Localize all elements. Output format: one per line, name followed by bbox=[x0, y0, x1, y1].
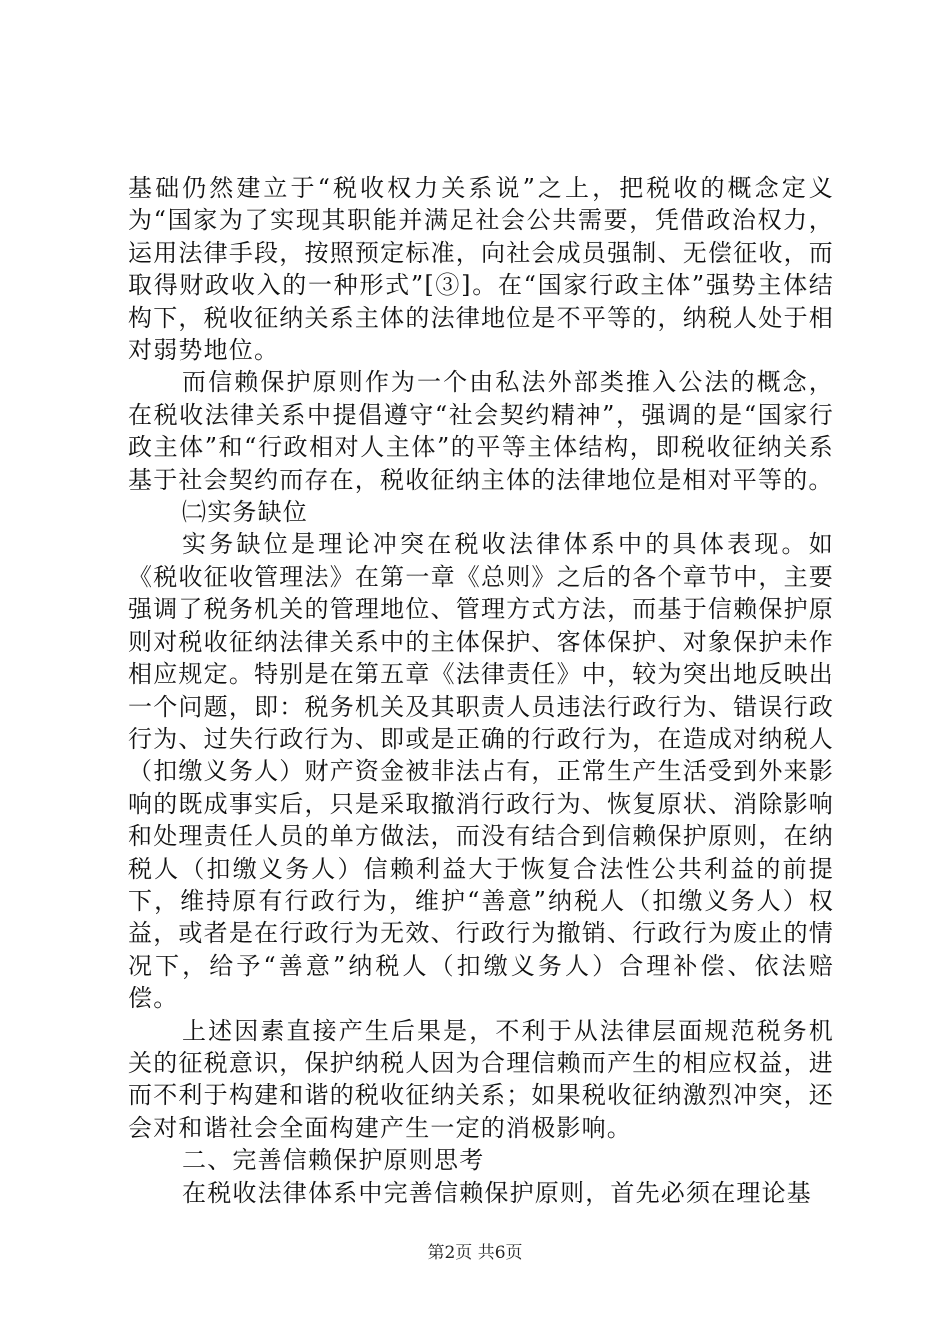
paragraph-consequences: 上述因素直接产生后果是，不利于从法律层面规范税务机关的征税意识，保护纳税人因为合理信赖而产生的相应权益，进而不利于构建和谐的税收征纳关系；如果税收征纳激烈冲突，还会对和谐社会全面构建产生一定的消极影响。 bbox=[128, 1016, 834, 1142]
paragraph-trust-protection: 而信赖保护原则作为一个由私法外部类推入公法的概念，在税收法律关系中提倡遵守“社会契约精神”，强调的是“国家行政主体”和“行政相对人主体”的平等主体结构，即税收征纳关系基于社会契约而存在，税收征纳主体的法律地位是相对平等的。 bbox=[128, 368, 834, 494]
section-heading-practice-gap: ㈡实务缺位 bbox=[182, 498, 308, 527]
page-number-footer: 第2页 共6页 bbox=[427, 1243, 523, 1263]
paragraph-practice-gap: 实务缺位是理论冲突在税收法律体系中的具体表现。如《税收征收管理法》在第一章《总则》之后的各个章节中，主要强调了税务机关的管理地位、管理方式方法，而基于信赖保护原则对税收征纳法律关系中的主体保护、客体保护、对象保护未作相应规定。特别是在第五章《法律责任》中，较为突出地反映出一个问题，即：税务机关及其职责人员违法行政行为、错误行政行为、过失行政行为、即或是正确的行政行为，在造成对纳税人（扣缴义务人）财产资金被非法占有，正常生产生活受到外来影响的既成事实后，只是采取撤消行政行为、恢复原状、消除影响和处理责任人员的单方做法，而没有结合到信赖保护原则，在纳税人（扣缴义务人）信赖利益大于恢复合法性公共利益的前提下，维持原有行政行为，维护“善意”纳税人（扣缴义务人）权益，或者是在行政行为无效、行政行为撤销、行政行为废止的情况下，给予“善意”纳税人（扣缴义务人）合理补偿、依法赔偿。 bbox=[128, 530, 834, 1013]
section-heading-improvement: 二、完善信赖保护原则思考 bbox=[182, 1146, 485, 1175]
paragraph-continuation: 基础仍然建立于“税收权力关系说”之上，把税收的概念定义为“国家为了实现其职能并满足社会公共需要，凭借政治权力，运用法律手段，按照预定标准，向社会成员强制、无偿征收，而取得财政收入的一种形式”[③]。在“国家行政主体”强势主体结构下，税收征纳关系主体的法律地位是不平等的，纳税人处于相对弱势地位。 bbox=[128, 174, 834, 365]
paragraph-improvement: 在税收法律体系中完善信赖保护原则，首先必须在理论基 bbox=[182, 1178, 812, 1207]
body-text bbox=[128, 172, 834, 1209]
